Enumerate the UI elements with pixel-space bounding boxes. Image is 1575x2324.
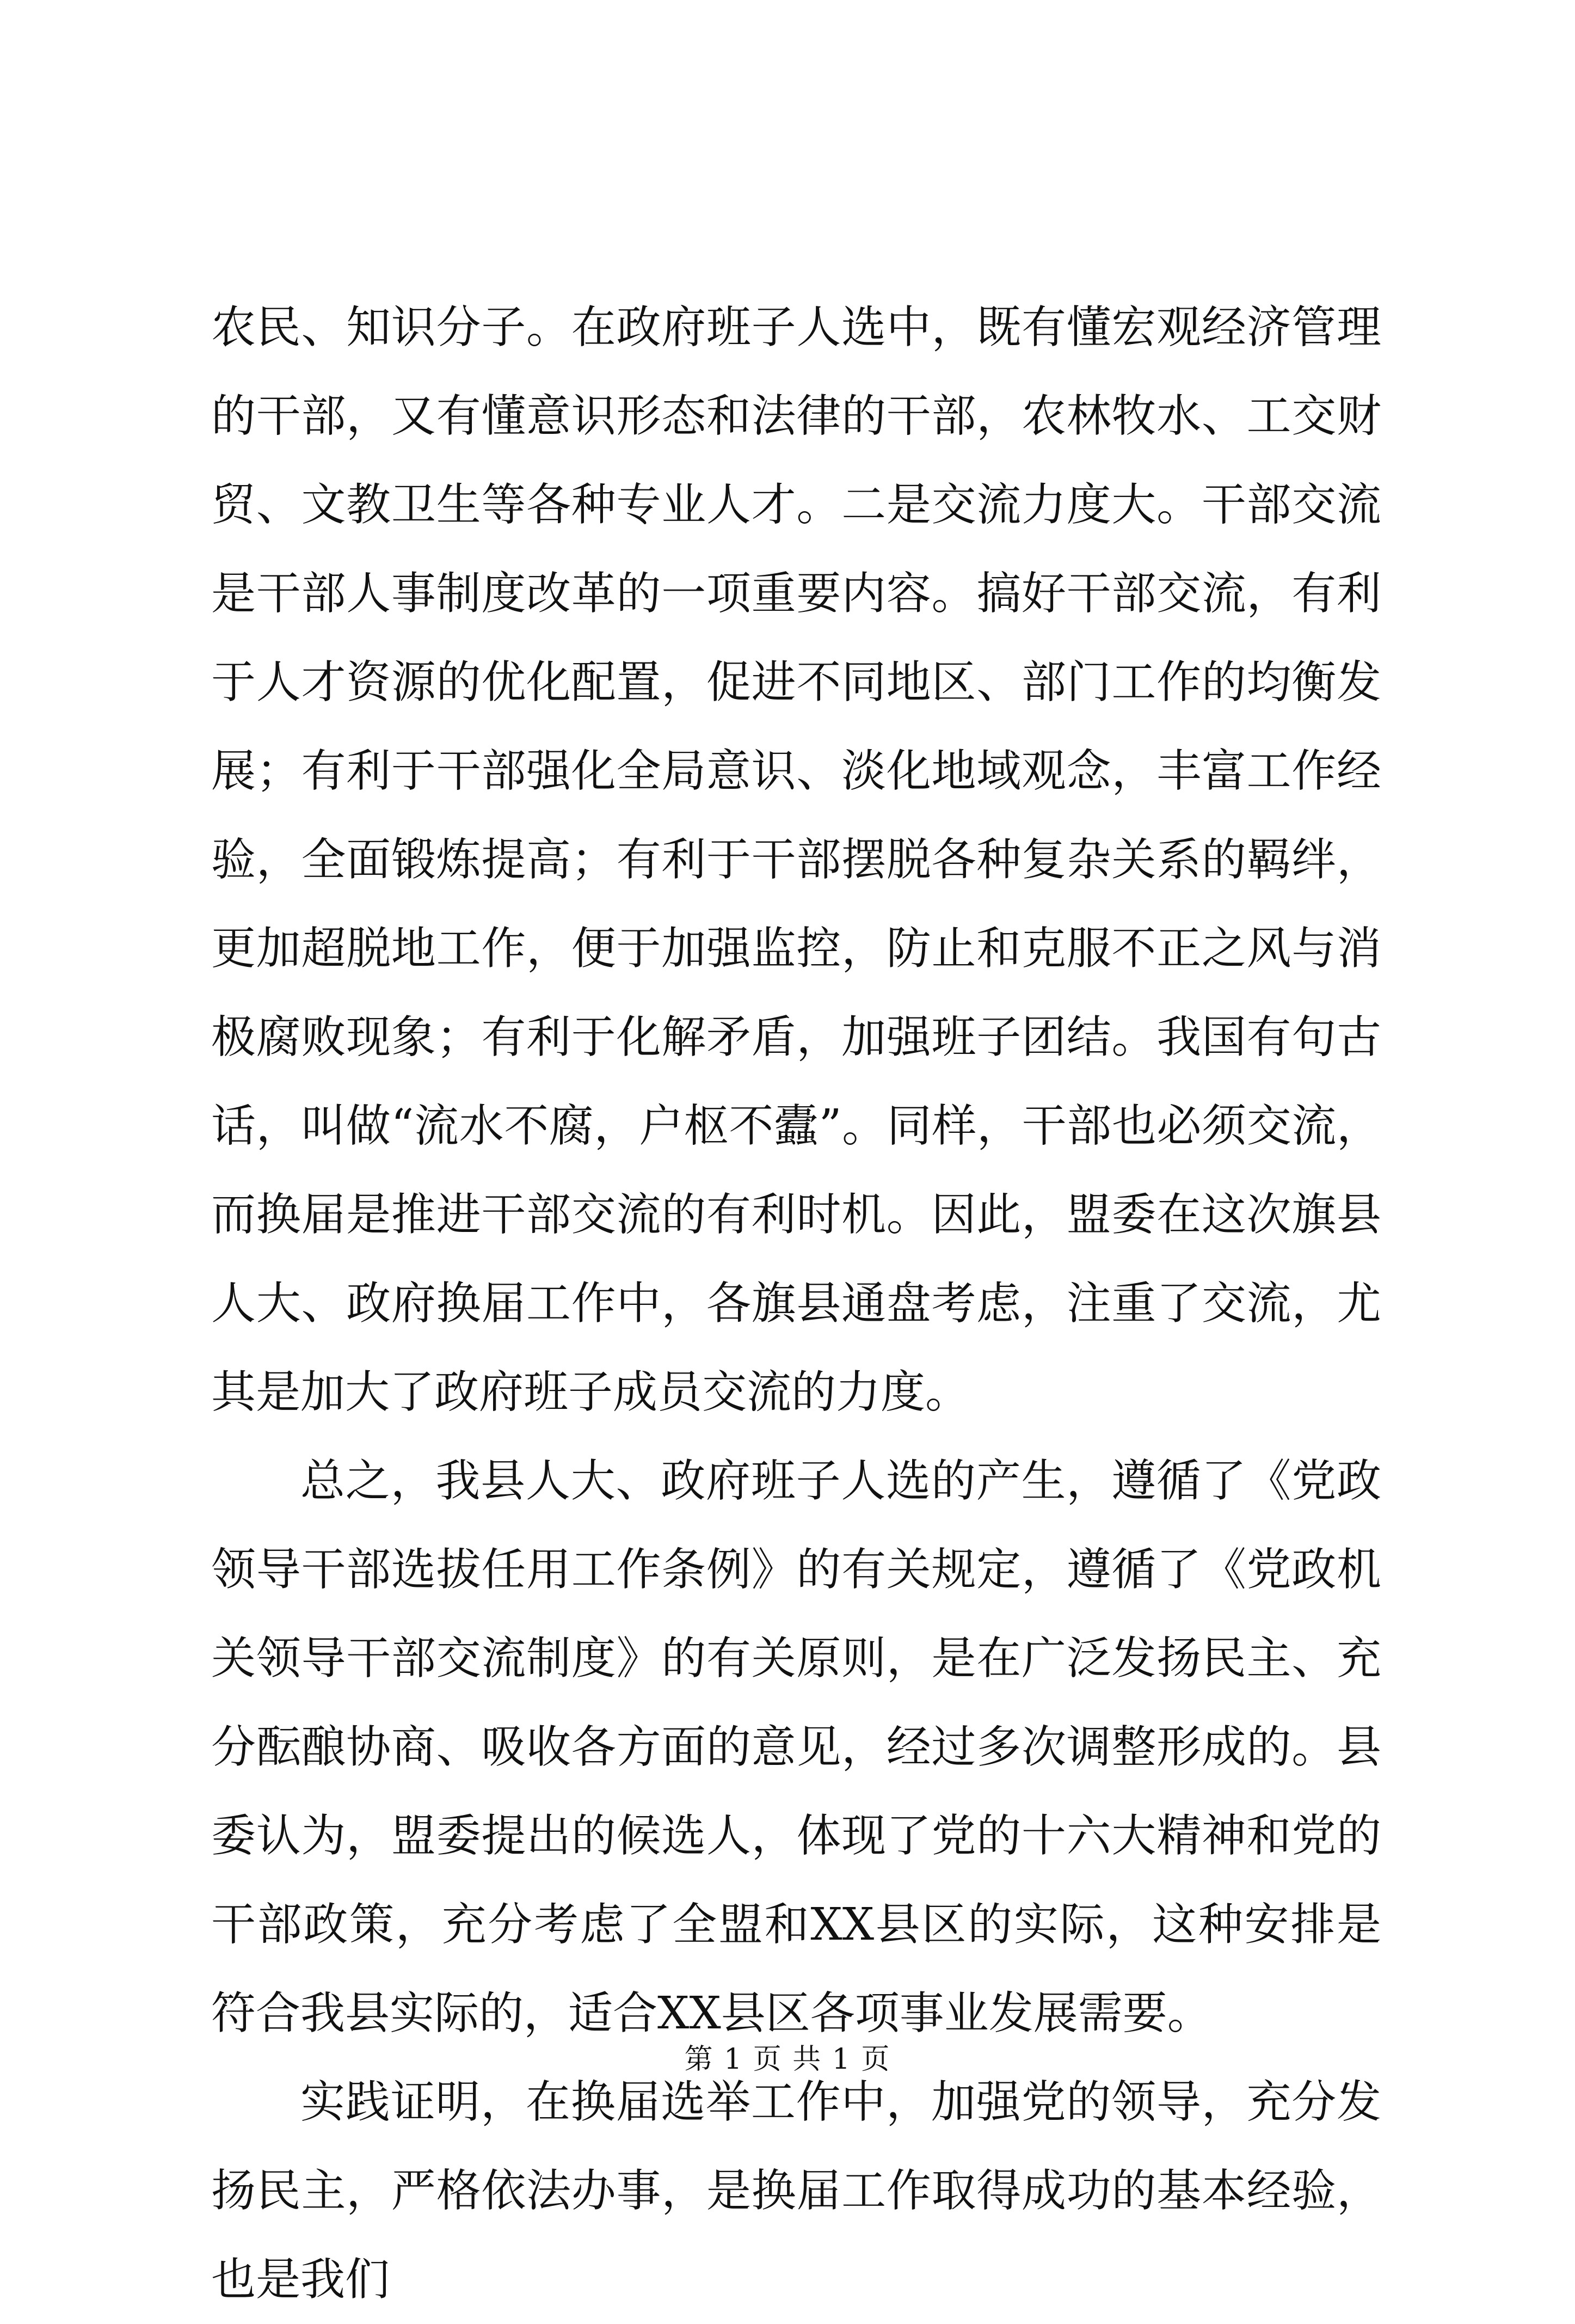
body-text [211,283,1381,2324]
paragraph-1: 农民、知识分子。在政府班子人选中，既有懂宏观经济管理的干部，又有懂意识形态和法律的干部，农林牧水、工交财贸、文教卫生等各种专业人才。二是交流力度大。干部交流是干部人事制度改革的一项重要内容。搞好干部交流，有利于人才资源的优化配置，促进不同地区、部门工作的均衡发展；有利于干部强化全局意识、淡化地域观念，丰富工作经验，全面锻炼提高；有利于干部摆脱各种复杂关系的羁绊，更加超脱地工作，便于加强监控，防止和克服不正之风与消极腐败现象；有利于化解矛盾，加强班子团结。我国有句古话，叫做“流水不腐，户枢不蠹”。同样，干部也必须交流，而换届是推进干部交流的有利时机。因此，盟委在这次旗县人大、政府换届工作中，各旗县通盘考虑，注重了交流，尤其是加大了政府班子成员交流的力度。 [211,302,1381,1418]
paragraph-3: 实践证明，在换届选举工作中，加强党的领导，充分发扬民主，严格依法办事，是换届工作取得成功的基本经验，也是我们 [211,2076,1381,2305]
page-footer: 第 1 页 共 1 页 [684,2043,891,2076]
paragraph-2: 总之，我县人大、政府班子人选的产生，遵循了《党政领导干部选拔任用工作条例》的有关规定，遵循了《党政机关领导干部交流制度》的有关原则，是在广泛发扬民主、充分酝酿协商、吸收各方面的意见，经过多次调整形成的。县委认为，盟委提出的候选人，体现了党的十六大精神和党的干部政策，充分考虑了全盟和XX县区的实际，这种安排是符合我县实际的，适合XX县区各项事业发展需要。 [211,1455,1381,2039]
